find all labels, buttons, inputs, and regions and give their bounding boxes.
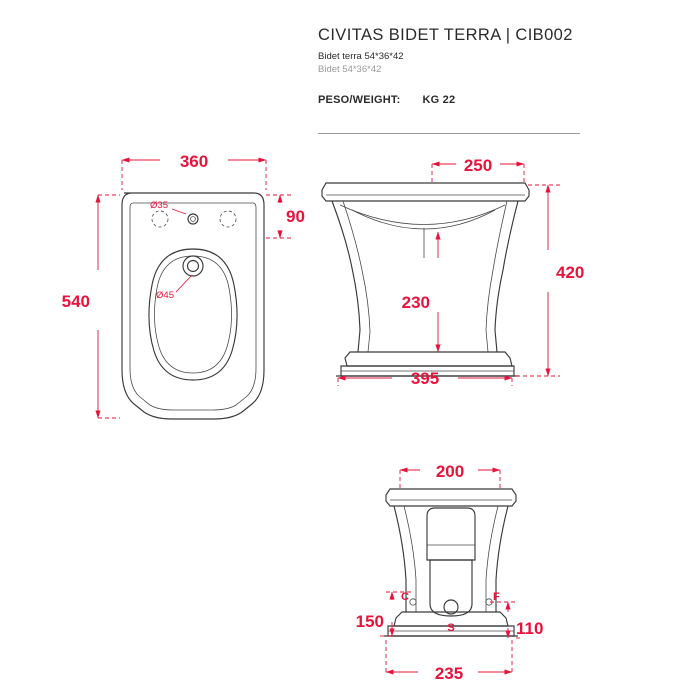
dim-side-bowl-height: 230 bbox=[401, 293, 430, 312]
label-f: F bbox=[493, 591, 500, 603]
dim-side-top-width: 250 bbox=[463, 156, 493, 175]
label-c: C bbox=[401, 591, 409, 603]
label-s: S bbox=[447, 622, 455, 634]
page-title: CIVITAS BIDET TERRA | CIB002 bbox=[318, 26, 573, 44]
top-view-dimensions bbox=[62, 152, 305, 418]
front-view-dimensions bbox=[356, 462, 544, 683]
dim-top-width: 360 bbox=[179, 152, 209, 171]
front-view-geometry bbox=[384, 489, 518, 636]
product-subtitle-en: Bidet 54*36*42 bbox=[318, 63, 382, 75]
dim-side-height: 420 bbox=[556, 263, 585, 282]
weight-label: PESO/WEIGHT: bbox=[318, 93, 401, 106]
side-view-dimensions bbox=[338, 156, 584, 388]
dim-top-height: 540 bbox=[61, 292, 90, 311]
dim-front-base-height: 110 bbox=[516, 619, 544, 638]
dim-top-rear-depth: 90 bbox=[286, 207, 305, 226]
dim-front-top-width: 200 bbox=[435, 462, 465, 481]
dim-hole-large: Ø45 bbox=[156, 290, 174, 301]
dim-hole-small: Ø35 bbox=[150, 200, 168, 211]
top-view-geometry bbox=[122, 193, 264, 419]
dim-side-base-depth: 395 bbox=[410, 369, 440, 388]
dim-front-base-width: 235 bbox=[434, 664, 464, 683]
dim-front-fixing-height: 150 bbox=[355, 612, 384, 631]
product-subtitle-it: Bidet terra 54*36*42 bbox=[318, 51, 404, 62]
side-view-geometry bbox=[322, 183, 529, 376]
weight-value: KG 22 bbox=[422, 93, 456, 106]
